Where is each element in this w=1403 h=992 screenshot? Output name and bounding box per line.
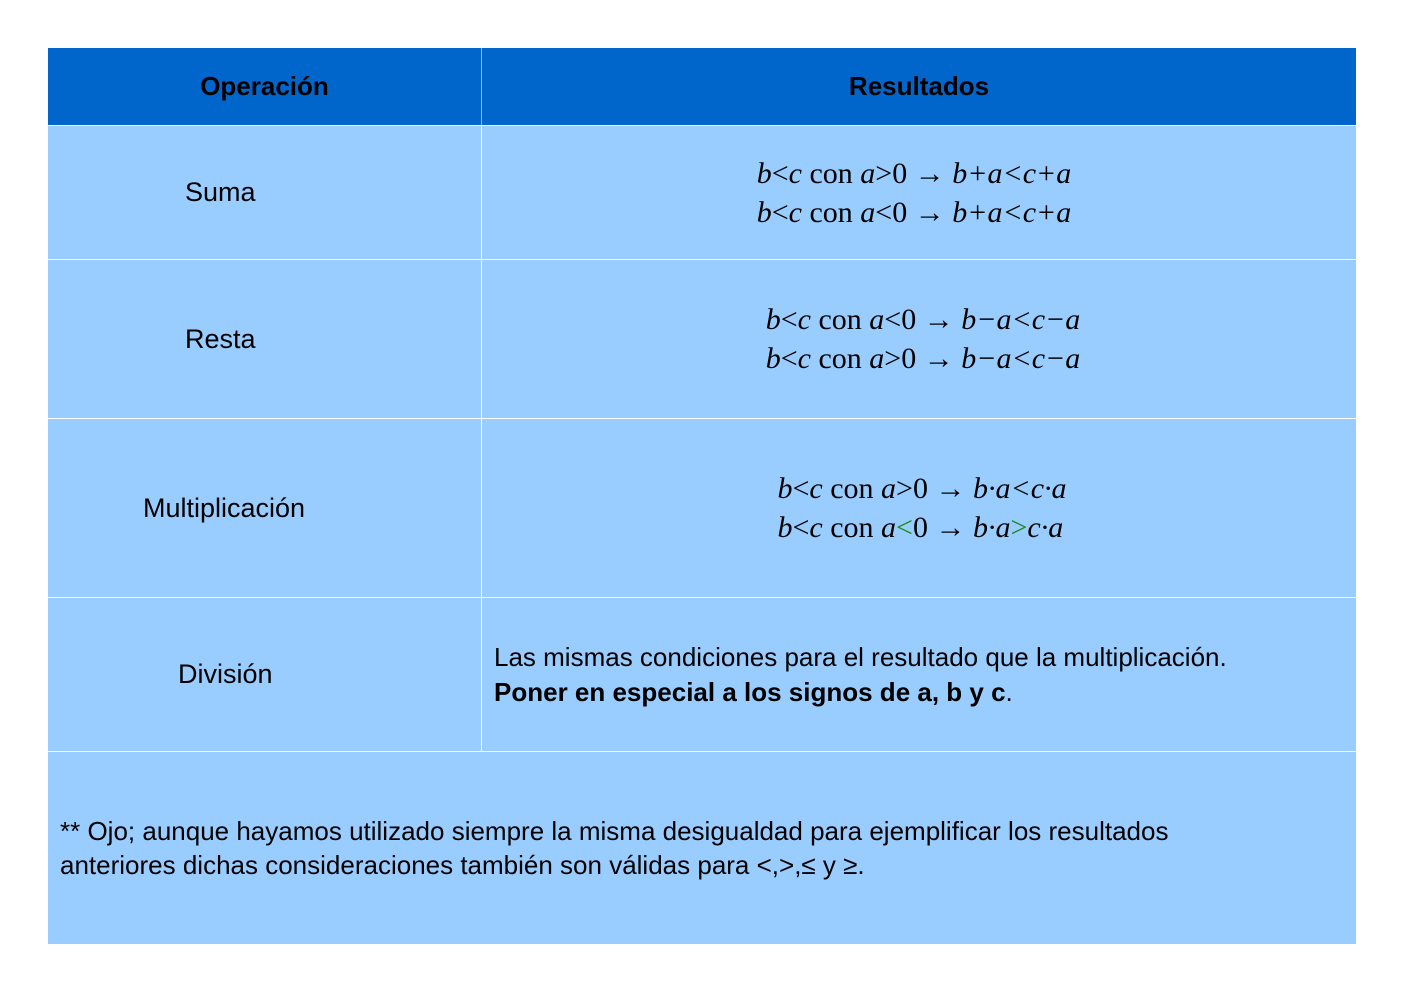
division-bold-text: Poner en especial a los signos de a, b y c xyxy=(494,676,1006,707)
operations-table xyxy=(48,48,1356,944)
table-row-resta xyxy=(48,259,1356,418)
division-text-line1: Las mismas condiciones para el resultado que la multiplicación. xyxy=(494,641,1227,672)
formula-multiplicacion xyxy=(777,469,1066,547)
highlighted-sign: < xyxy=(896,511,913,544)
operation-label-suma: Suma xyxy=(185,177,256,207)
formula-suma xyxy=(757,154,1072,232)
result-cell xyxy=(482,126,1356,259)
note-line2: anteriores dichas consideraciones también son válidas para <,>,≤ y ≥. xyxy=(60,850,865,880)
note-line1: ** Ojo; aunque hayamos utilizado siempre la misma desigualdad para ejemplificar los resultados xyxy=(60,816,1169,846)
formula-line: b<c con a>0 → b−a<c−a xyxy=(765,342,1081,375)
operation-cell xyxy=(48,598,482,751)
operation-label-resta: Resta xyxy=(185,323,256,354)
note-text xyxy=(48,814,1356,882)
header-results-label: Resultados xyxy=(848,71,990,101)
table-header xyxy=(48,48,1356,125)
division-text-line2: Poner en especial a los signos de a, b y c. xyxy=(494,676,1013,707)
table-row-multiplicacion xyxy=(48,418,1356,597)
formula-resta xyxy=(766,300,1081,378)
operation-cell xyxy=(48,126,482,259)
operation-cell xyxy=(48,260,482,418)
result-cell xyxy=(482,419,1356,597)
formula-line: b<c con a>0 → b+a<c+a xyxy=(756,156,1072,190)
header-operation-label: Operación xyxy=(200,71,329,101)
formula-line: b<c con a<0 → b−a<c−a xyxy=(765,303,1081,336)
table-row-note xyxy=(48,751,1356,944)
division-description xyxy=(482,640,1356,710)
table-row-division xyxy=(48,597,1356,751)
result-cell xyxy=(482,260,1356,418)
formula-line: b<c con a<0 → b+a<c+a xyxy=(756,195,1072,229)
operation-label-division: División xyxy=(178,659,273,689)
header-cell-results xyxy=(482,48,1356,125)
header-cell-operation xyxy=(48,48,482,125)
table-row-suma xyxy=(48,125,1356,259)
result-cell xyxy=(482,598,1356,751)
operation-cell xyxy=(48,419,482,597)
formula-line: b<c con a>0 → b·a<c·a xyxy=(777,472,1067,505)
formula-line: b<c con a<0 → b·a>c·a xyxy=(777,511,1064,544)
highlighted-sign: > xyxy=(1010,511,1028,544)
operation-label-multiplicacion: Multiplicación xyxy=(143,492,306,523)
